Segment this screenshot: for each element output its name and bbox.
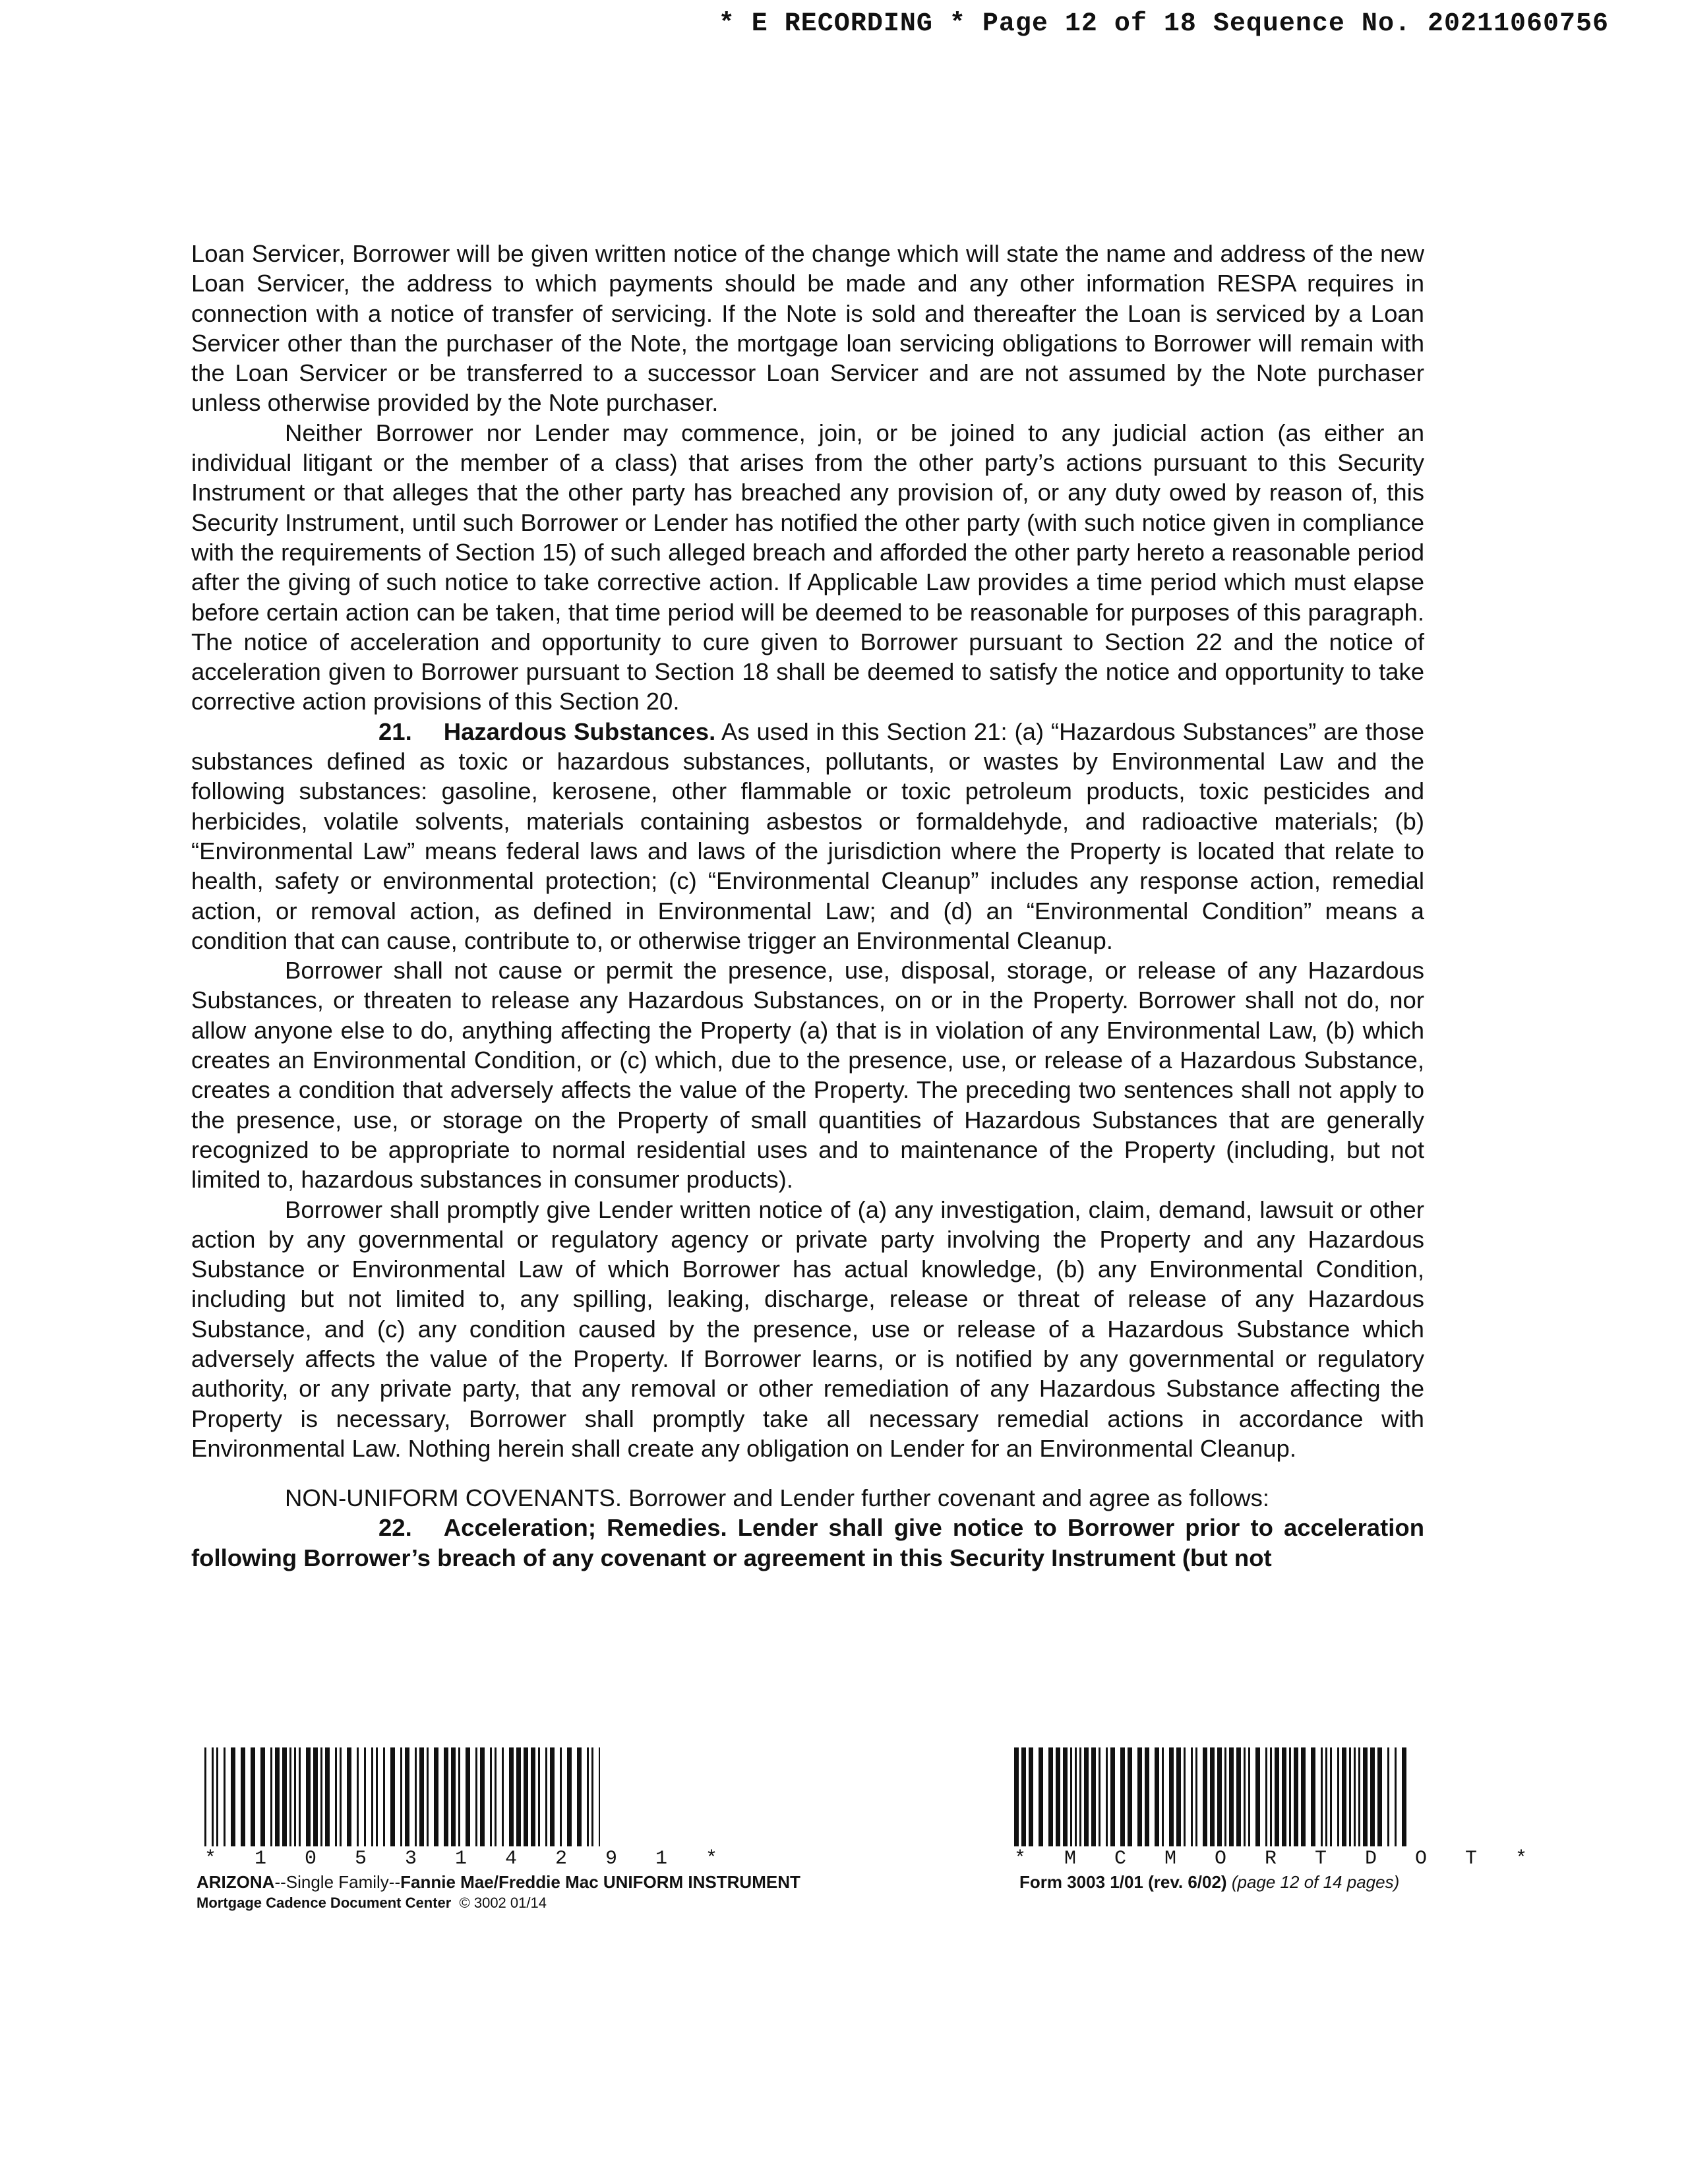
barcode-bar (1195, 1747, 1197, 1846)
footer-page-count: (page 12 of 14 pages) (1231, 1872, 1400, 1892)
barcode-bar (1236, 1747, 1241, 1846)
paragraph-non-uniform-covenants: NON-UNIFORM COVENANTS. Borrower and Lender further covenant and agree as follows: (285, 1484, 1270, 1512)
footer-document-center: Mortgage Cadence Document Center © 3002 01/14 (196, 1895, 547, 1911)
footer-instrument-line (196, 1871, 800, 1893)
barcode-bar (299, 1747, 301, 1846)
barcode-bar (216, 1747, 218, 1846)
barcode-bar (1265, 1747, 1267, 1846)
barcode-right-caption: * M C M O R T D O T * (1014, 1848, 1541, 1870)
barcode-bar (458, 1747, 460, 1846)
barcode-bar (212, 1747, 214, 1846)
barcode-bar (251, 1747, 255, 1846)
barcode-bar (1070, 1747, 1072, 1846)
barcode-bar (524, 1747, 528, 1846)
barcode-bar (400, 1747, 402, 1846)
barcode-bar (405, 1747, 409, 1846)
barcode-bar (475, 1747, 477, 1846)
footer-right (1019, 1871, 1399, 1893)
barcode-left (204, 1747, 731, 1870)
barcode-bar (1402, 1747, 1406, 1846)
barcode-bar (1224, 1747, 1226, 1846)
barcode-bar (241, 1747, 245, 1846)
barcode-bar (335, 1747, 337, 1846)
barcode-bar (289, 1747, 291, 1846)
barcode-bar (480, 1747, 485, 1846)
barcode-bar (444, 1747, 448, 1846)
barcode-bar (1248, 1747, 1250, 1846)
barcode-bar (466, 1747, 470, 1846)
barcode-bar (313, 1747, 318, 1846)
barcode-bar (427, 1747, 429, 1846)
barcode-bar (1229, 1747, 1234, 1846)
barcode-bar (1363, 1747, 1368, 1846)
paragraph-hazardous-notice: Borrower shall promptly give Lender written notice of (a) any investigation, claim, demand, lawsuit or other action by any governmental or regulatory agency or private party involving the Property and any Hazardous Substance or Environmental Law of which Borrower has actual knowledge, (b) any Environmental Condition, including but not limited to, any spilling, leaking, discharge, release or threat of release of any Hazardous Substance, and (c) any condition caused by the presence, use or release of a Hazardous Substance which adversely affects the value of the Property. If Borrower learns, or is notified by any governmental or regulatory authority, or any private party, that any removal or other remediation of any Hazardous Substance affecting the Property is necessary, Borrower shall promptly take all necessary remedial actions in accordance with Environmental Law. Nothing herein shall create any obligation on Lender for an Environmental Cleanup. (191, 1196, 1424, 1462)
barcode-bar (231, 1747, 235, 1846)
barcode-bar (1354, 1747, 1356, 1846)
section-21-title: Hazardous Substances. (443, 717, 716, 745)
barcode-bar (1048, 1747, 1053, 1846)
barcode-bar (1337, 1747, 1339, 1846)
barcode-bar (1021, 1747, 1026, 1846)
barcode-bar (599, 1747, 600, 1846)
barcode-bar (1342, 1747, 1346, 1846)
barcode-bar (1370, 1747, 1375, 1846)
barcode-bar (294, 1747, 296, 1846)
barcode-bar (1270, 1747, 1272, 1846)
barcode-bar (376, 1747, 378, 1846)
barcode-bar (1162, 1747, 1164, 1846)
barcode-bar (1255, 1747, 1260, 1846)
barcode-bar (509, 1747, 514, 1846)
barcode-bar (1275, 1747, 1279, 1846)
barcode-bar (1063, 1747, 1068, 1846)
barcode-bar (340, 1747, 342, 1846)
barcode-bar (1191, 1747, 1193, 1846)
barcode-bar (325, 1747, 330, 1846)
section-21-paragraph (191, 717, 1424, 956)
barcode-bar (1203, 1747, 1207, 1846)
document-body (191, 239, 1424, 1573)
footer-left (196, 1871, 800, 1914)
barcode-left-image (204, 1747, 600, 1846)
barcode-bar (371, 1747, 373, 1846)
barcode-bar (1210, 1747, 1215, 1846)
section-22-number: 22. (378, 1514, 412, 1542)
barcode-bar (1301, 1747, 1306, 1846)
barcode-bar (1075, 1747, 1077, 1846)
barcode-bar (502, 1747, 504, 1846)
footer-form-number: Form 3003 1/01 (rev. 6/02) (1019, 1872, 1227, 1892)
barcode-bar (383, 1747, 385, 1846)
barcode-bar (538, 1747, 540, 1846)
barcode-bar (591, 1747, 593, 1846)
barcode-left-caption: * 1 0 5 3 1 4 2 9 1 * (204, 1848, 731, 1870)
barcode-bar (1377, 1747, 1382, 1846)
barcode-bar (1184, 1747, 1186, 1846)
barcode-bar (1014, 1747, 1019, 1846)
barcode-bar (1321, 1747, 1323, 1846)
barcode-bar (1084, 1747, 1089, 1846)
barcode-bar (560, 1747, 562, 1846)
barcode-bar (270, 1747, 272, 1846)
barcode-bar (1120, 1747, 1125, 1846)
barcode-bar (275, 1747, 280, 1846)
barcode-bar (204, 1747, 206, 1846)
barcode-bar (577, 1747, 582, 1846)
barcode-bar (516, 1747, 521, 1846)
recording-header: * E RECORDING * Page 12 of 18 Sequence No. 20211060756 (718, 9, 1609, 39)
barcode-bar (1145, 1747, 1149, 1846)
barcode-bar (434, 1747, 438, 1846)
paragraph-hazardous-presence: Borrower shall not cause or permit the presence, use, disposal, storage, or release of any Hazardous Substances, or threaten to release any Hazardous Substances, on or in the Property. Borrower shall not do, nor allow anyone else to do, anything affecting the Property (a) that is in violation of any Environmental Law, (b) which creates an Environmental Condition, or (c) which, due to the presence, use, or release of a Hazardous Substance, creates a condition that adversely affects the value of the Property. The preceding two sentences shall not apply to the presence, use, or storage on the Property of small quantities of Hazardous Substances that are generally recognized to be appropriate to normal residential uses and to maintenance of the Property (including, but not limited to, hazardous substances in consumer products). (191, 957, 1424, 1194)
barcode-bar (1169, 1747, 1174, 1846)
barcode-bar (415, 1747, 417, 1846)
footer-family: --Single Family-- (274, 1872, 401, 1892)
barcode-bar (419, 1747, 424, 1846)
barcode-bar (306, 1747, 311, 1846)
barcode-bar (1176, 1747, 1181, 1846)
barcode-bar (1325, 1747, 1327, 1846)
barcode-bar (550, 1747, 555, 1846)
barcode-bar (1358, 1747, 1360, 1846)
barcode-bar (1155, 1747, 1159, 1846)
barcode-bar (1244, 1747, 1246, 1846)
barcode-bar (390, 1747, 395, 1846)
barcode-bar (1099, 1747, 1100, 1846)
footer-instrument: Fannie Mae/Freddie Mac UNIFORM INSTRUMENT (400, 1872, 800, 1892)
footer-state: ARIZONA (196, 1872, 275, 1892)
barcode-bar (490, 1747, 492, 1846)
paragraph-judicial-action: Neither Borrower nor Lender may commence, join, or be joined to any judicial action (as either an individual litigant or the member of a class) that arises from the other party’s actions pursuant to this Security Instrument or that alleges that the other party has breached any provision of, or any duty owed by reason of, this Security Instrument, until such Borrower or Lender has notified the other party (with such notice given in compliance with the requirements of Section 15) of such alleged breach and afforded the other party hereto a reasonable period after the giving of such notice to take corrective action. If Applicable Law provides a time period which must elapse before certain action can be taken, that time period will be deemed to be reasonable for purposes of this paragraph. The notice of acceleration and opportunity to cure given to Borrower pursuant to Section 22 and the notice of acceleration given to Borrower pursuant to Section 18 shall be deemed to satisfy the notice and opportunity to take corrective action provisions of this Section 20. (191, 419, 1424, 715)
barcode-bar (1282, 1747, 1286, 1846)
section-22-paragraph (191, 1513, 1424, 1573)
barcode-bar (1349, 1747, 1351, 1846)
barcode-bar (1294, 1747, 1298, 1846)
barcode-bar (357, 1747, 359, 1846)
barcode-bar (364, 1747, 366, 1846)
barcode-bar (1029, 1747, 1033, 1846)
barcode-bar (587, 1747, 589, 1846)
barcode-bar (320, 1747, 322, 1846)
barcode-bar (1056, 1747, 1060, 1846)
barcode-bar (224, 1747, 226, 1846)
barcode-bar (1137, 1747, 1142, 1846)
section-21-text: As used in this Section 21: (a) “Hazardous Substances” are those substances defined as toxic or hazardous substances, pollutants, or wastes by Environmental Law and the following substances: gasoline, kerosene, other flammable or toxic petroleum products, toxic pesticides and herbicides, volatile solvents, materials containing asbestos or formaldehyde, and radioactive materials; (b) “Environmental Law” means federal laws and laws of the jurisdiction where the Property is located that relate to health, safety or environmental protection; (c) “Environmental Cleanup” includes any response action, remedial action, or removal action, as defined in Environmental Law; and (d) an “Environmental Condition” means a condition that can cause, contribute to, or otherwise trigger an Environmental Cleanup. (191, 717, 1425, 954)
barcode-bar (1217, 1747, 1222, 1846)
barcode-bar (1110, 1747, 1115, 1846)
barcode-right-image (1014, 1747, 1406, 1846)
barcode-bar (495, 1747, 497, 1846)
barcode-bar (1387, 1747, 1389, 1846)
barcode-right (1014, 1747, 1540, 1870)
section-21-number: 21. (378, 717, 412, 745)
barcode-bar (1106, 1747, 1108, 1846)
barcode-bar (1289, 1747, 1291, 1846)
barcode-bar (1128, 1747, 1132, 1846)
barcode-bar (451, 1747, 456, 1846)
barcode-bar (1311, 1747, 1315, 1846)
barcode-bar (1330, 1747, 1332, 1846)
paragraph-loan-servicer: Loan Servicer, Borrower will be given written notice of the change which will state the name and address of the new Loan Servicer, the address to which payments should be made and any other information RESPA requires in connection with a notice of transfer of servicing. If the Note is sold and thereafter the Loan is serviced by a Loan Servicer other than the purchaser of the Note, the mortgage loan servicing obligations to Borrower will remain with the Loan Servicer or be transferred to a successor Loan Servicer and are not assumed by the Note purchaser unless otherwise provided by the Note purchaser. (191, 240, 1424, 417)
barcode-bar (567, 1747, 572, 1846)
barcode-bar (1091, 1747, 1096, 1846)
section-22-text: Acceleration; Remedies. Lender shall give notice to Borrower prior to acceleration following Borrower’s breach of any covenant or agreement in this Security Instrument (but not (191, 1514, 1424, 1571)
barcode-bar (1395, 1747, 1397, 1846)
barcode-bar (531, 1747, 535, 1846)
barcode-bar (1079, 1747, 1081, 1846)
barcode-bar (347, 1747, 351, 1846)
footer-code: © 3002 01/14 (459, 1895, 547, 1911)
barcode-bar (545, 1747, 547, 1846)
barcode-bar (1039, 1747, 1043, 1846)
barcode-bar (282, 1747, 287, 1846)
barcode-bar (260, 1747, 265, 1846)
